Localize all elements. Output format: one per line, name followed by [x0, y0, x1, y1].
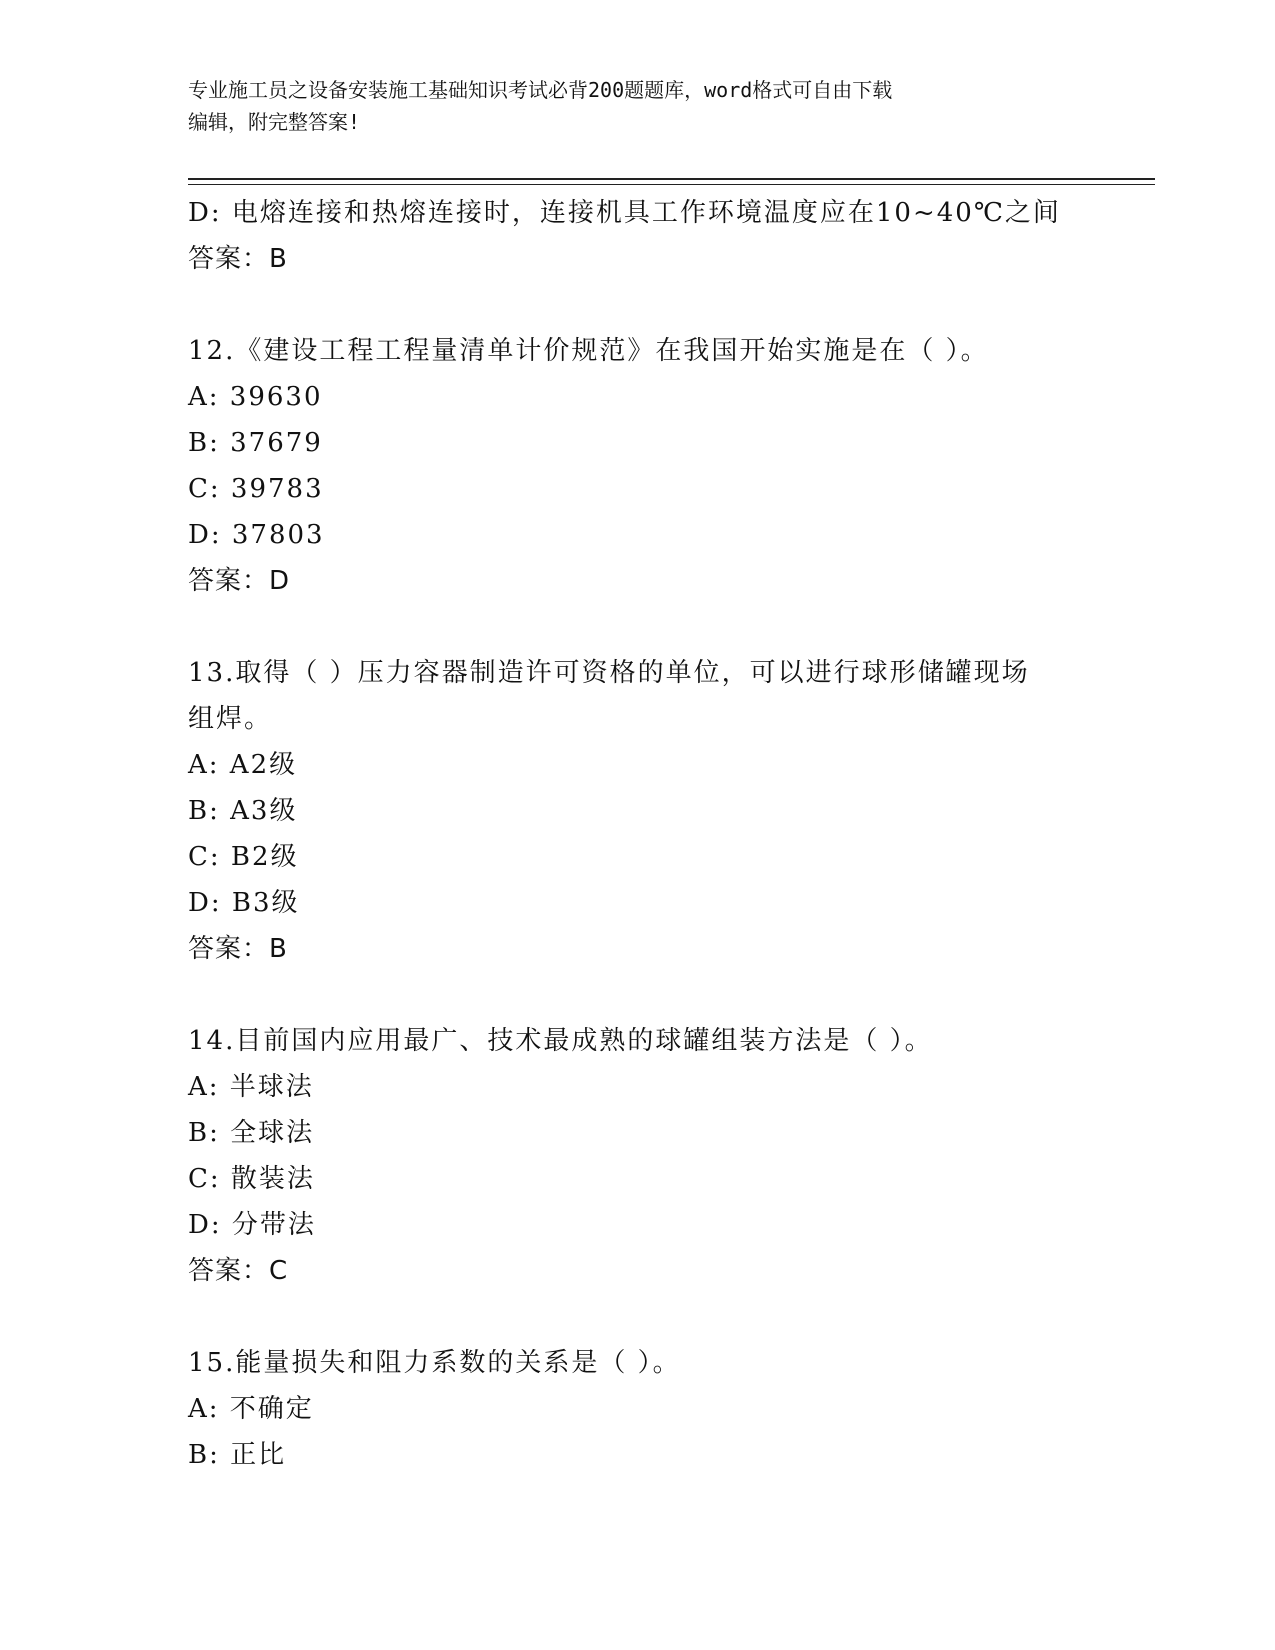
spacer [188, 604, 1088, 650]
option-a: A: 半球法 [188, 1072, 314, 1102]
document-header [188, 74, 1088, 138]
question-stem: 15.能量损失和阻力系数的关系是（ ）。 [188, 1348, 681, 1378]
option-a: A: 39630 [188, 382, 323, 412]
header-title-line-1: 专业施工员之设备安装施工基础知识考试必背200题题库，word格式可自由下载 [188, 78, 893, 102]
question-stem: 13.取得（ ）压力容器制造许可资格的单位，可以进行球形储罐现场 [188, 658, 1030, 688]
answer-line: 答案：B [188, 934, 288, 964]
option-d: D: B3级 [188, 888, 300, 918]
option-d: D: 电熔连接和热熔连接时，连接机具工作环境温度应在10~40℃之间 [188, 198, 1061, 228]
question-15 [188, 1340, 1088, 1478]
spacer [188, 972, 1088, 1018]
option-c: C: 散装法 [188, 1164, 315, 1194]
option-a: A: A2级 [188, 750, 298, 780]
question-stem: 14.目前国内应用最广、技术最成熟的球罐组装方法是（ ）。 [188, 1026, 933, 1056]
option-b: B: 全球法 [188, 1118, 315, 1148]
question-11-tail [188, 190, 1088, 282]
spacer [188, 1294, 1088, 1340]
option-a: A: 不确定 [188, 1394, 314, 1424]
answer-line: 答案：B [188, 244, 288, 274]
question-14 [188, 1018, 1088, 1294]
question-13 [188, 650, 1088, 972]
option-b: B: A3级 [188, 796, 298, 826]
question-list [188, 190, 1088, 1478]
header-rule-thick [188, 178, 1155, 180]
question-stem-continued: 组焊。 [188, 704, 273, 734]
spacer [188, 282, 1088, 328]
option-d: D: 37803 [188, 520, 325, 550]
question-12 [188, 328, 1088, 604]
option-c: C: B2级 [188, 842, 299, 872]
header-rule-thin [188, 184, 1155, 185]
option-b: B: 正比 [188, 1440, 287, 1470]
option-b: B: 37679 [188, 428, 323, 458]
answer-line: 答案：C [188, 1256, 289, 1286]
option-c: C: 39783 [188, 474, 324, 504]
option-d: D: 分带法 [188, 1210, 316, 1240]
header-title-line-2: 编辑，附完整答案! [188, 110, 361, 134]
question-stem: 12.《建设工程工程量清单计价规范》在我国开始实施是在（ ）。 [188, 336, 989, 366]
answer-line: 答案：D [188, 566, 291, 596]
